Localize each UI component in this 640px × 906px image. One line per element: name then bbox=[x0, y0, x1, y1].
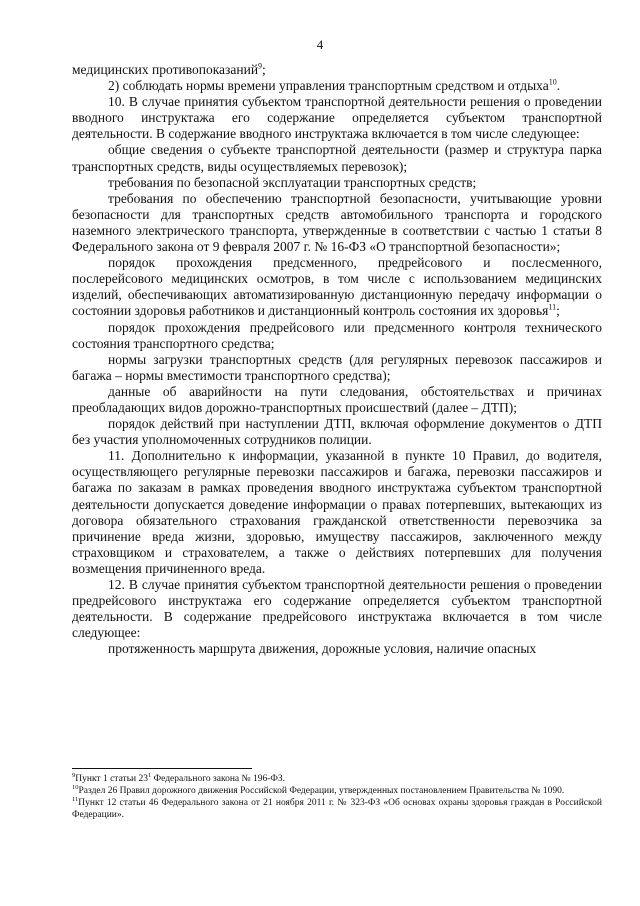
paragraph bbox=[72, 255, 602, 319]
footnote bbox=[72, 773, 602, 785]
paragraph bbox=[72, 384, 602, 416]
paragraph-text: требования по безопасной эксплуатации транспортных средств; bbox=[108, 174, 477, 190]
paragraph-text: 2) соблюдать нормы времени управления транспортным средством и отдыха bbox=[108, 78, 549, 94]
footnotes bbox=[72, 773, 602, 821]
paragraph bbox=[72, 352, 602, 384]
body-text bbox=[72, 62, 602, 657]
paragraph-text: порядок прохождения предрейсового или предсменного контроля технического состояния транспортного средства; bbox=[72, 319, 602, 351]
paragraph-text: общие сведения о субъекте транспортной деятельности (размер и структура парка транспортных средств, виды осуществляемых перевозок); bbox=[72, 142, 602, 174]
footnote-text: Раздел 26 Правил дорожного движения Российской Федерации, утвержденных постановлением Правительства № 1090. bbox=[78, 786, 565, 796]
paragraph bbox=[72, 142, 602, 174]
footnote-ref: 9 bbox=[258, 61, 263, 71]
paragraph bbox=[72, 448, 602, 577]
footnote-ref: 11 bbox=[548, 302, 557, 312]
footnote-mark: 11 bbox=[72, 795, 79, 803]
footnote-ref: 10 bbox=[548, 77, 557, 87]
footnote-superscript: 1 bbox=[147, 771, 152, 779]
paragraph-text: нормы загрузки транспортных средств (для регулярных перевозок пассажиров и багажа – нормы вместимости транспортного средства); bbox=[72, 351, 602, 383]
paragraph bbox=[72, 416, 602, 448]
paragraph-tail: ; bbox=[556, 303, 560, 319]
paragraph-text: порядок действий при наступлении ДТП, включая оформление документов о ДТП без участия уполномоченных сотрудников полиции. bbox=[72, 416, 602, 448]
paragraph bbox=[72, 62, 602, 78]
footnote-separator bbox=[72, 768, 252, 769]
footnote-mark: 9 bbox=[72, 771, 76, 779]
paragraph bbox=[72, 78, 602, 94]
paragraph bbox=[72, 175, 602, 191]
paragraph bbox=[72, 320, 602, 352]
paragraph-tail: ; bbox=[262, 62, 266, 77]
footnote-text: Пункт 1 статьи 23 bbox=[75, 774, 148, 784]
footnote bbox=[72, 785, 602, 797]
paragraph-tail: . bbox=[556, 78, 561, 94]
paragraph-text: 10. В случае принятия субъектом транспортной деятельности решения о проведении вводного инструктажа его содержание определяется субъектом транспортной деятельности. В содержание вводного инструктажа включается в том числе следующее: bbox=[72, 94, 602, 142]
paragraph bbox=[72, 641, 602, 657]
paragraph-text: требования по обеспечению транспортной безопасности, учитывающие уровни безопасности для транспортных средств автомобильного транспорта и городского наземного электрического транспорта, утвержденные в соответствии с частью 1 статьи 8 Федерального закона от 9 февраля 2007 г. № 16-ФЗ «О транспортной безопасности»; bbox=[72, 190, 602, 255]
paragraph-text: медицинских противопоказаний bbox=[72, 62, 259, 77]
paragraph-text: данные об аварийности на пути следования, обстоятельствах и причинах преобладающих видов дорожно-транспортных происшествий (далее – ДТП); bbox=[72, 383, 602, 415]
page-number: 4 bbox=[316, 37, 324, 52]
paragraph bbox=[72, 191, 602, 255]
paragraph-text: 11. Дополнительно к информации, указанной в пункте 10 Правил, до водителя, осуществляющего регулярные перевозки пассажиров и багажа, перевозки пассажиров и багажа по заказам в рамках проведения вводного инструктажа субъектом транспортной деятельности допускается доведение информации о правах потерпевших, вытекающих из договора обязательного страхования гражданской ответственности перевозчика за причинение вреда жизни, здоровью, имуществу пассажиров, заключенного между страховщиком и страхователем, а также о действиях потерпевших для получения возмещения причиненного вреда. bbox=[72, 448, 602, 576]
paragraph bbox=[72, 94, 602, 142]
paragraph bbox=[72, 577, 602, 641]
footnote-mark: 10 bbox=[72, 783, 79, 791]
footnote-text-tail: Федерального закона № 196-ФЗ. bbox=[151, 774, 286, 784]
footnote-text: Пункт 12 статьи 46 Федерального закона от 21 ноября 2011 г. № 323-ФЗ «Об основах охраны здоровья граждан в Российской Федерации». bbox=[72, 798, 602, 820]
paragraph-text: порядок прохождения предсменного, предрейсового и послесменного, послерейсового медицинских осмотров, в том числе с использованием медицинских изделий, обеспечивающих автоматизированную дистанционную передачу информации о состоянии здоровья работников и дистанционный контроль состояния их здоровья bbox=[72, 255, 602, 319]
paragraph-text: протяженность маршрута движения, дорожные условия, наличие опасных bbox=[108, 641, 537, 657]
paragraph-text: 12. В случае принятия субъектом транспортной деятельности решения о проведении предрейсового инструктажа его содержание определяется субъектом транспортной деятельности. В содержание предрейсового инструктажа включается в том числе следующее: bbox=[72, 577, 602, 641]
footnote bbox=[72, 797, 602, 821]
